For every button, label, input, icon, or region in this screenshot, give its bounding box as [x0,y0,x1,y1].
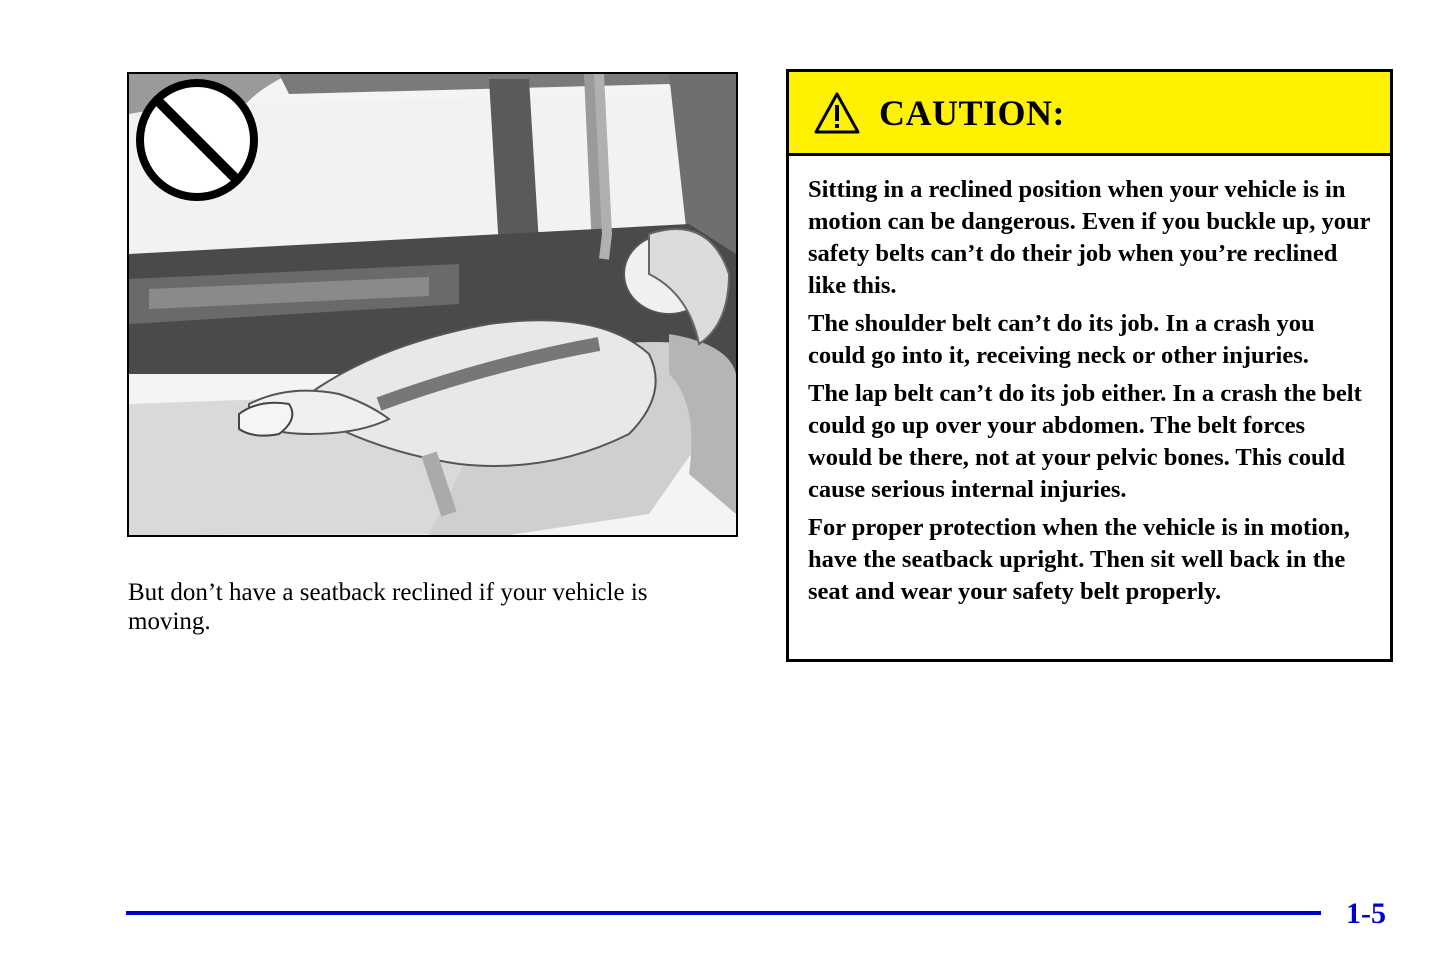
caution-header [789,72,1390,156]
illustration-caption: But don’t have a seatback reclined if your vehicle is moving. [128,579,648,635]
caution-paragraph: Sitting in a reclined position when your vehicle is in motion can be dangerous. Even if you buckle up, your safety belts can’t do their job when you’re reclined like this. [808,176,1371,299]
no-symbol-icon [140,83,254,197]
caution-box [786,69,1393,662]
warning-triangle-icon [813,91,861,135]
caution-title: CAUTION: [879,92,1066,133]
caution-paragraph: The lap belt can’t do its job either. In a crash the belt could go up over your abdomen. The belt forces would be there, not at your pelvic bones. This could cause serious internal injuries. [808,380,1362,503]
footer-rule [126,911,1321,915]
page-number: 1-5 [1346,897,1386,930]
reclined-passenger-drawing [129,74,736,535]
caution-paragraph: The shoulder belt can’t do its job. In a crash you could go into it, receiving neck or other injuries. [808,310,1315,369]
caution-body [789,156,1390,608]
caution-paragraph: For proper protection when the vehicle is in motion, have the seatback upright. Then sit well back in the seat and wear your safety belt properly. [808,514,1350,605]
reclined-seat-illustration [127,72,738,537]
